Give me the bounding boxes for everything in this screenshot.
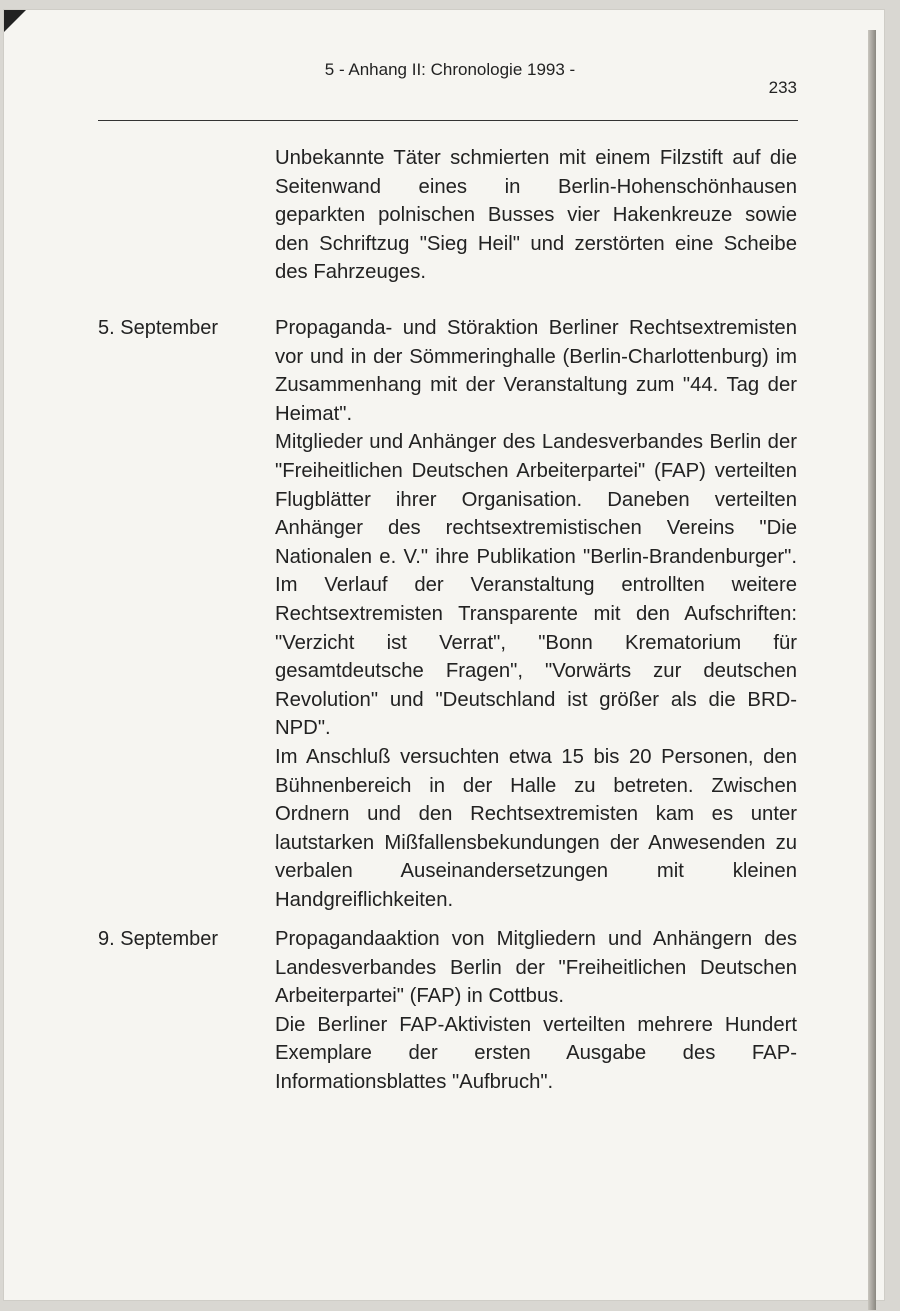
running-header: 5 - Anhang II: Chronologie 1993 - [324,60,576,79]
entry-paragraph: Die Berliner FAP-Aktivisten verteilten mehrere Hundert Exemplare der ersten Ausgabe des FAP-Informationsblattes "Aufbruch". [275,1013,797,1093]
binding-edge [868,30,876,1310]
entry-date: 5. September [98,317,219,339]
entry-continuation [275,144,797,287]
entry-paragraph: Propaganda- und Störaktion Berliner Rechtsextremisten vor und in der Sömmeringhalle (Berlin-Charlottenburg) im Zusammenhang mit der Veranstaltung zum "44. Tag der Heimat". [275,317,797,425]
entry-date: 9. September [98,928,219,950]
entry-body [275,925,797,1097]
entry-paragraph: Unbekannte Täter schmierten mit einem Filzstift auf die Seitenwand eines in Berlin-Hohenschönhausen geparkten polnischen Busses vier Hakenkreuze sowie den Schriftzug "Sieg Heil" und zerstörten eine Scheibe des Fahrzeuges. [275,147,797,284]
entry-paragraph: Im Anschluß versuchten etwa 15 bis 20 Personen, den Bühnenbereich in der Halle zu betreten. Zwischen Ordnern und den Rechtsextremisten kam es unter lautstarken Mißfallensbekundungen der Anwesenden zu verbalen Auseinandersetzungen mit kleinen Handgreiflichkeiten. [275,745,797,911]
entry-paragraph: Propagandaaktion von Mitgliedern und Anhängern des Landesverbandes Berlin der "Freiheitlichen Deutschen Arbeiterpartei" (FAP) in Cottbus. [275,928,797,1008]
corner-mark [4,10,26,50]
page-number: 233 [768,78,797,97]
header-rule [98,120,798,121]
entry-paragraph: Mitglieder und Anhänger des Landesverbandes Berlin der "Freiheitlichen Deutschen Arbeiterpartei" (FAP) verteilten Flugblätter ihrer Organisation. Daneben verteilten Anhänger des rechtsextremistischen Vereins "Die Nationalen e. V." ihre Publikation "Berlin-Brandenburger". Im Verlauf der Veranstaltung entrollten weitere Rechtsextremisten Transparente mit den Aufschriften: "Verzicht ist Verrat", "Bonn Krematorium für gesamtdeutsche Fragen", "Vorwärts zur deutschen Revolution" und "Deutschland ist größer als die BRD-NPD". [275,431,797,740]
entry-body [275,314,797,914]
